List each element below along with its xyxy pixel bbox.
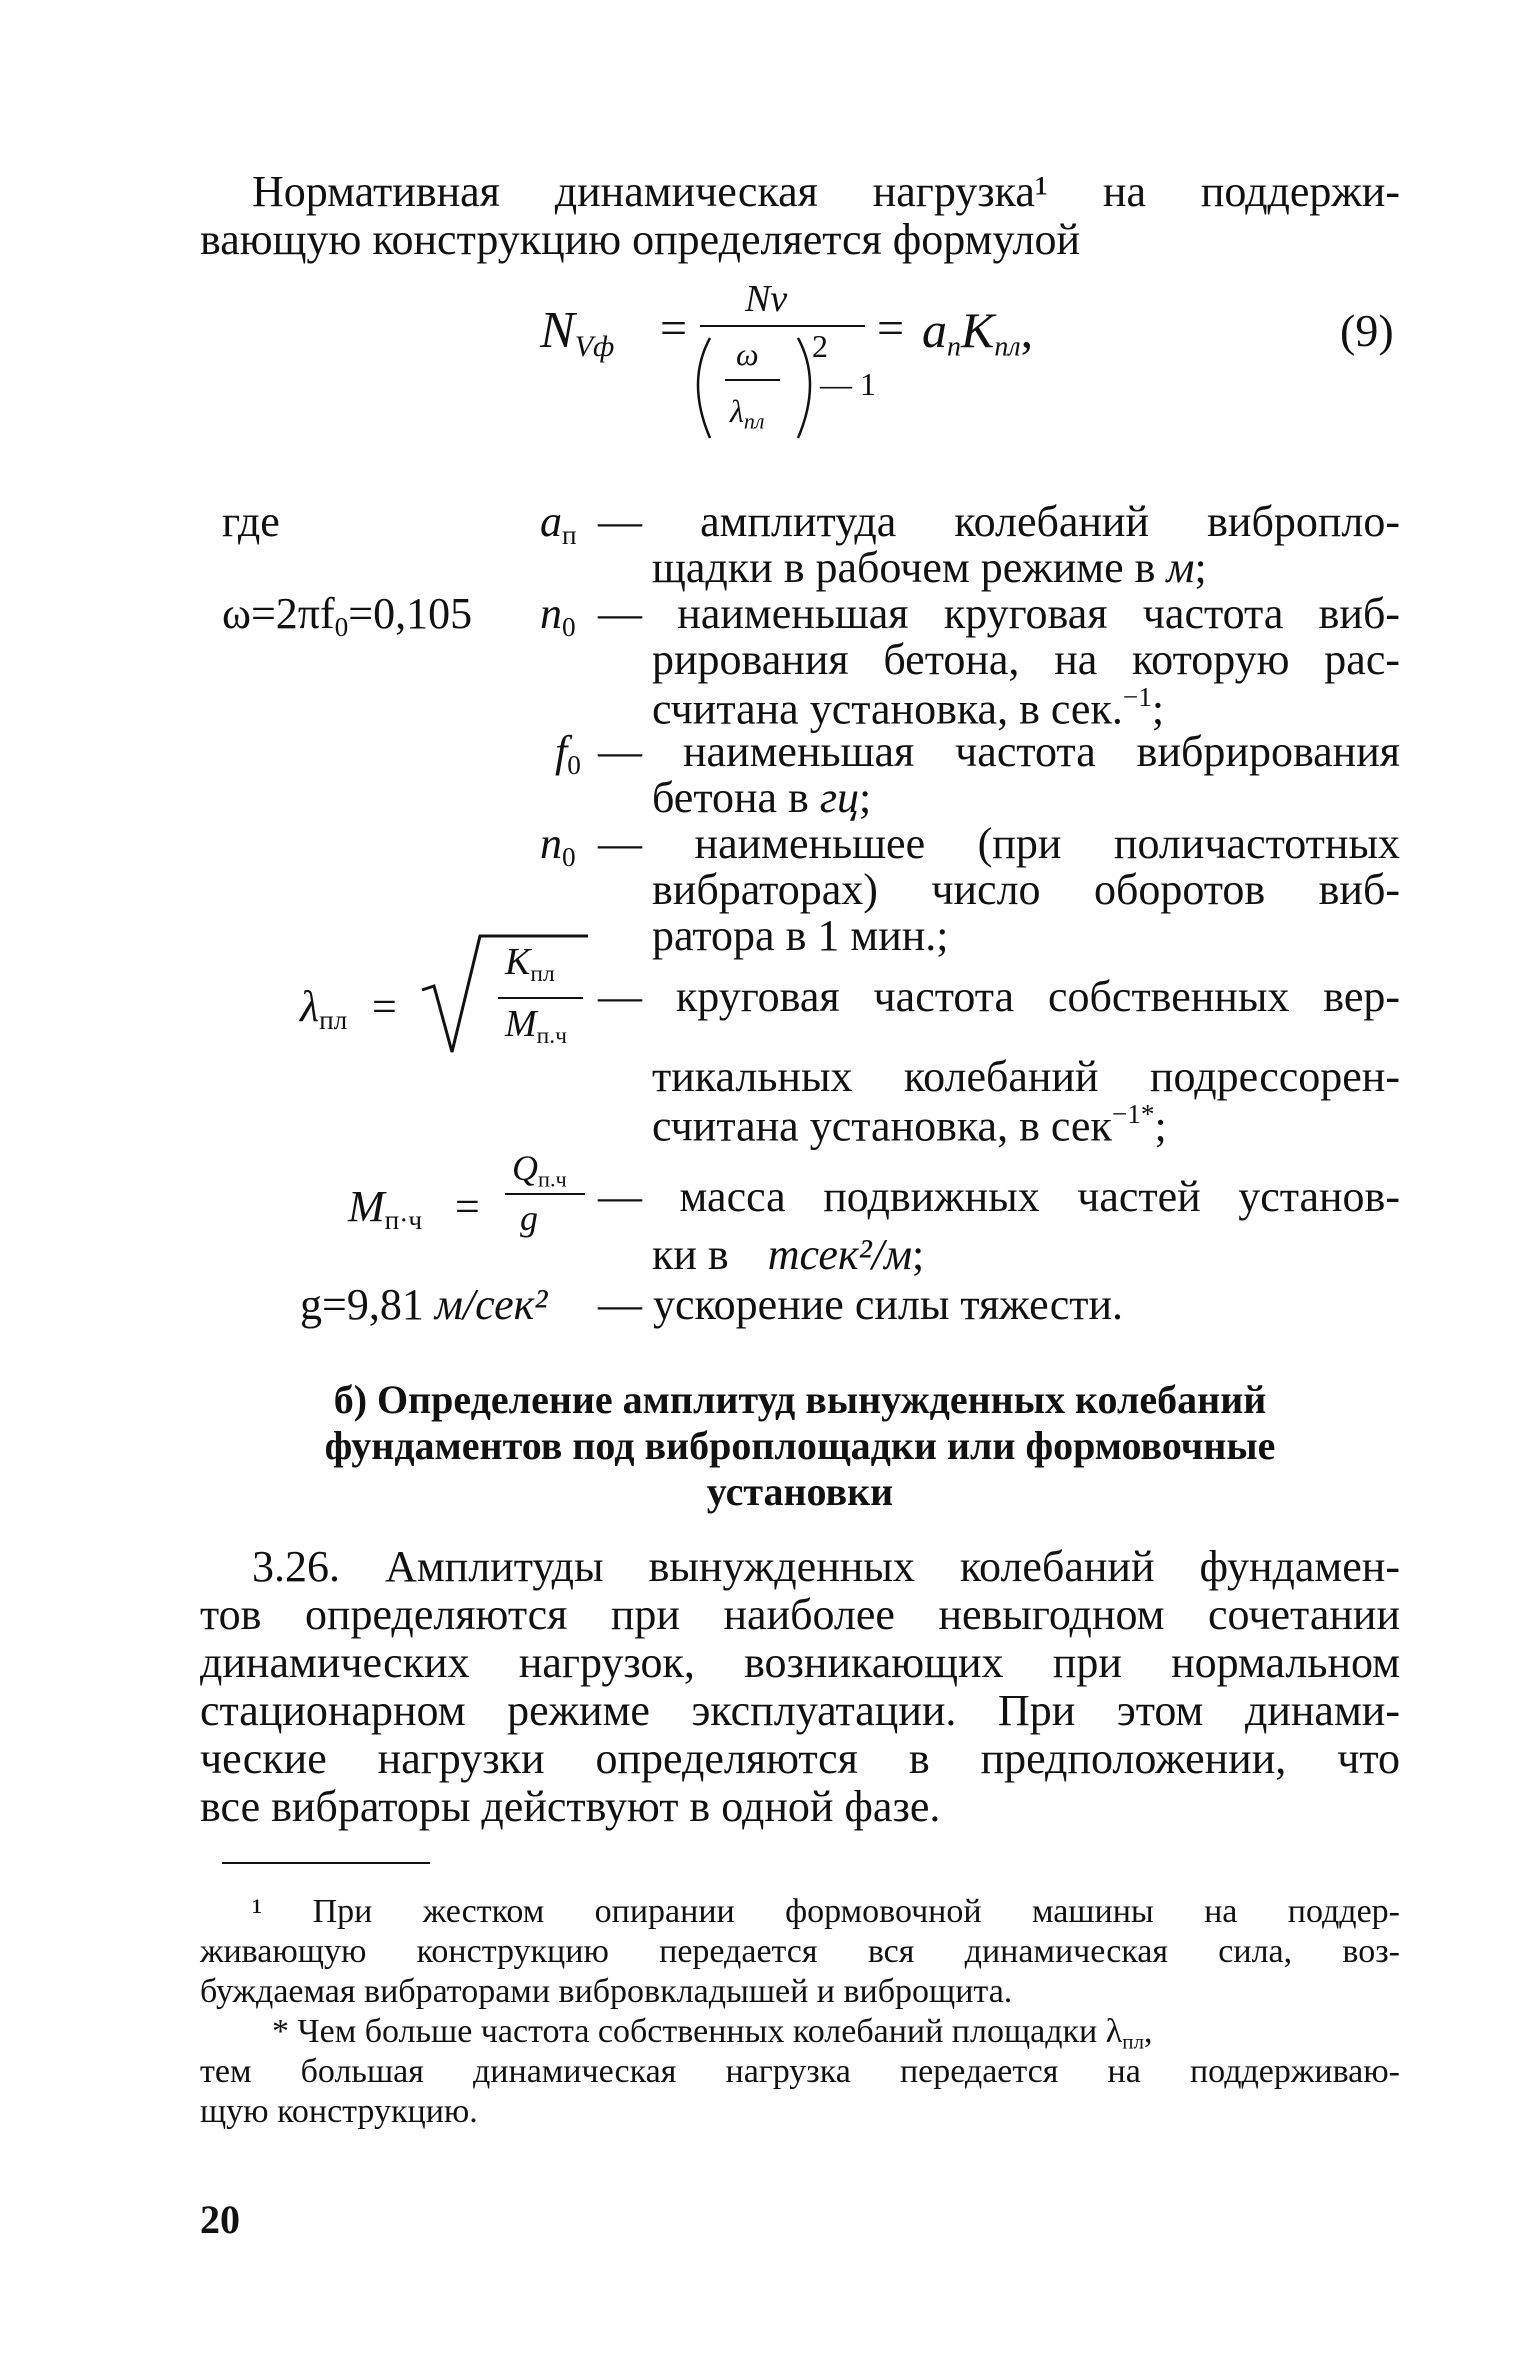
n0b-desc-3: ратора в 1 мин.; bbox=[652, 911, 949, 960]
f0-symbol: $f_0$ bbox=[555, 727, 581, 781]
footnote-2-line-3: щую конструкцию. bbox=[200, 2093, 478, 2130]
m-denominator: g bbox=[520, 1198, 538, 1238]
m-desc-2: ки в тсек²/м; bbox=[652, 1230, 925, 1279]
formula-minus-one: — 1 bbox=[820, 366, 876, 402]
n0-symbol: $n_0$ bbox=[540, 589, 576, 643]
para-line-1: 3.26. Амплитуды вынужденных колебаний фундамен- bbox=[252, 1542, 1400, 1591]
lambda-denominator: $M_{п.ч}$ bbox=[505, 1003, 567, 1050]
m-eq: = bbox=[455, 1182, 480, 1231]
g-def: g=9,81 м/сек² bbox=[300, 1280, 548, 1329]
section-heading-3: установки bbox=[706, 1469, 894, 1514]
lambda-numerator: $K_{пл}$ bbox=[505, 941, 555, 988]
an-desc-2: щадки в рабочем режиме в м; bbox=[652, 543, 1207, 592]
intro-line-1: Нормативная динамическая нагрузка¹ на поддержи- bbox=[252, 167, 1400, 216]
m-fraction-bar bbox=[505, 1193, 585, 1195]
formula-fraction-bar bbox=[700, 325, 865, 327]
n0b-desc-2: вибраторах) число оборотов виб- bbox=[652, 865, 1400, 914]
n0b-desc-1: — наименьшее (при поличастотных bbox=[598, 819, 1400, 868]
section-heading-2: фундаментов под виброплощадки или формовочные bbox=[324, 1423, 1276, 1468]
lambda-eq: = bbox=[372, 982, 397, 1031]
where-label: где bbox=[222, 497, 280, 546]
f0-desc-1: — наименьшая частота вибрирования bbox=[598, 727, 1400, 776]
n0-desc-1: — наименьшая круговая частота виб- bbox=[598, 589, 1400, 638]
an-symbol: $a_п$ bbox=[540, 497, 577, 551]
formula-number: (9) bbox=[1340, 305, 1394, 356]
m-symbol: $M_{п\cdot ч}$ bbox=[348, 1182, 423, 1236]
m-numerator: $Q_{п.ч}$ bbox=[512, 1148, 567, 1192]
footnote-1-line-1: ¹ При жестком опирании формовочной машины на поддер- bbox=[252, 1893, 1400, 1930]
n0b-symbol: $n_0$ bbox=[540, 819, 576, 873]
f0-desc-2: бетона в гц; bbox=[652, 773, 872, 822]
formula-eq2: = bbox=[877, 302, 905, 355]
lambda-desc-2: тикальных колебаний подрессорен- bbox=[652, 1052, 1400, 1101]
formula-exponent: 2 bbox=[812, 328, 828, 364]
formula-eq1: = bbox=[660, 302, 688, 355]
para-line-5: ческие нагрузки определяются в предположении, что bbox=[200, 1734, 1400, 1783]
lambda-symbol: $\lambda_{пл}$ bbox=[300, 982, 348, 1036]
an-desc-1: — амплитуда колебаний вибропло- bbox=[598, 497, 1400, 546]
m-desc-1: — масса подвижных частей установ- bbox=[598, 1172, 1400, 1221]
omega-def: $\omega=2\pi f_0=0,105$ bbox=[222, 589, 473, 643]
footnote-2-line-2: тем большая динамическая нагрузка передается на поддерживаю- bbox=[200, 2053, 1400, 2090]
formula-rhs: $a_пK_{пл}$, bbox=[922, 302, 1034, 363]
formula-lambda: $\lambda_{пл}$ bbox=[730, 393, 765, 434]
para-line-4: стационарном режиме эксплуатации. При этом динами- bbox=[200, 1686, 1400, 1735]
n0-desc-2: рирования бетона, на которую рас- bbox=[652, 635, 1400, 684]
footnote-1-line-3: буждаемая вибраторами вибровкладышей и виброщита. bbox=[200, 1973, 1013, 2010]
footnote-2-line-1: * Чем больше частота собственных колебаний площадки $\lambda_{пл}$, bbox=[272, 2013, 1153, 2054]
formula-omega: ω bbox=[736, 336, 759, 372]
g-desc: — ускорение силы тяжести. bbox=[598, 1280, 1124, 1329]
para-line-2: тов определяются при наиболее невыгодном сочетании bbox=[200, 1590, 1400, 1639]
page-number: 20 bbox=[200, 2197, 240, 2242]
n0-desc-3: считана установка, в сек.$^{-1}$; bbox=[652, 682, 1165, 734]
lambda-desc-1: — круговая частота собственных вер- bbox=[598, 972, 1400, 1021]
footnote-1-line-2: живающую конструкцию передается вся динамическая сила, воз- bbox=[200, 1933, 1400, 1970]
formula-lhs: $N_{Vф}$ bbox=[540, 302, 615, 363]
intro-line-2: вающую конструкцию определяется формулой bbox=[200, 215, 1081, 264]
formula-numerator: Nv bbox=[745, 278, 788, 320]
lambda-desc-3: считана установка, в сек$^{-1*}$; bbox=[652, 1099, 1167, 1151]
section-heading-1: б) Определение амплитуд вынужденных колебаний bbox=[333, 1377, 1267, 1422]
para-line-3: динамических нагрузок, возникающих при нормальном bbox=[200, 1638, 1400, 1687]
footnote-divider bbox=[222, 1862, 430, 1864]
para-line-6: все вибраторы действуют в одной фазе. bbox=[200, 1782, 941, 1831]
